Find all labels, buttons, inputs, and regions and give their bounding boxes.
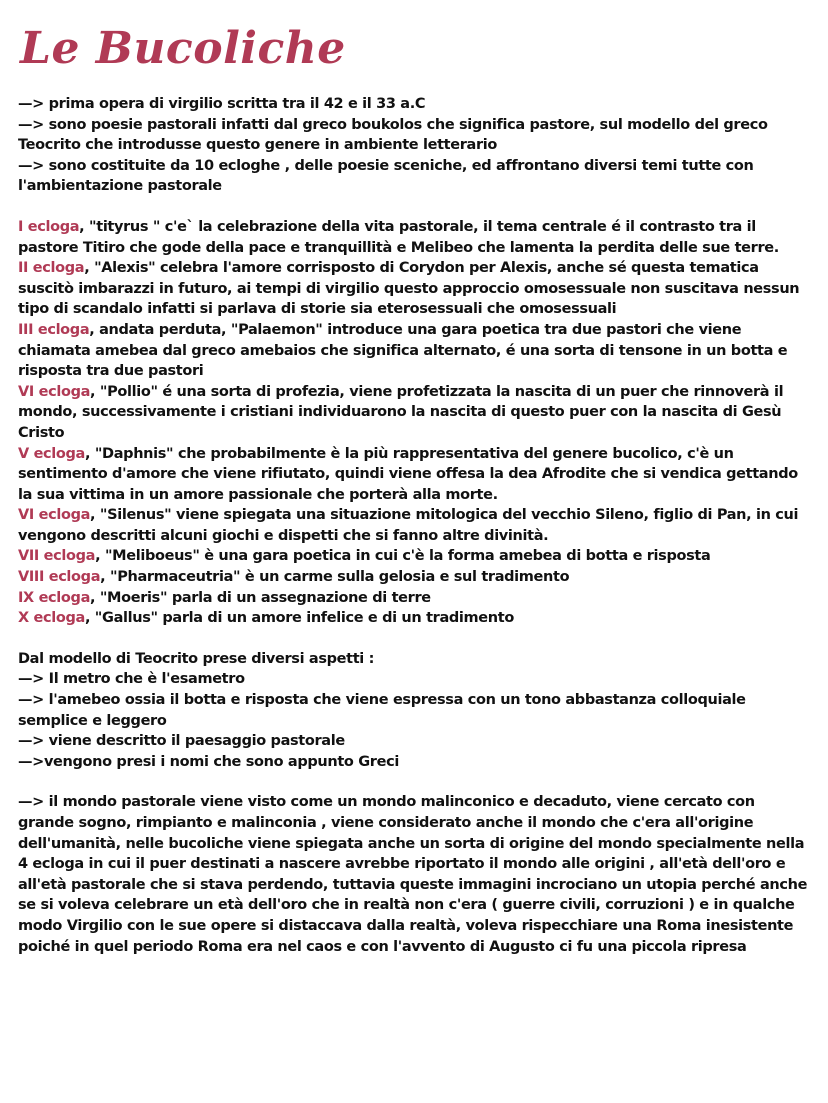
- spacer: [18, 197, 814, 217]
- eclogue-item: [18, 588, 814, 609]
- eclogue-label: V ecloga: [18, 445, 85, 462]
- intro-line: —> sono costituite da 10 ecloghe , delle poesie sceniche, ed affrontano diversi temi tutte con l'ambientazione pastorale: [18, 157, 754, 195]
- eclogue-text: , "Silenus" viene spiegata una situazione mitologica del vecchio Sileno, figlio di Pan, in cui vengono descritti alcuni giochi e dispetti che si fanno altre divinità.: [18, 507, 799, 544]
- spacer: [18, 629, 814, 649]
- eclogue-text: , "Daphnis" che probabilmente è la più rappresentativa del genere bucolico, c'è un sentimento d'amore che viene rifiutato, quindi viene offesa la dea Afrodite che si vendica gettando la sua vittima in un amore passionale che porterà alla morte.: [18, 445, 798, 503]
- eclogue-label: VIII ecloga: [18, 569, 101, 586]
- teocrito-heading: Dal modello di Teocrito prese diversi aspetti :: [18, 650, 375, 667]
- page-title: Le Bucoliche: [20, 23, 346, 74]
- eclogue-label: II ecloga: [18, 260, 85, 277]
- eclogue-text: , "Meliboeus" è una gara poetica in cui c'è la forma amebea di botta e risposta: [95, 548, 711, 565]
- eclogue-item: [18, 258, 814, 320]
- teocrito-item: —> Il metro che è l'esametro: [18, 671, 245, 688]
- eclogue-item: [18, 444, 814, 506]
- eclogue-item: [18, 567, 814, 588]
- eclogue-label: III ecloga: [18, 321, 90, 338]
- eclogue-label: IX ecloga: [18, 589, 90, 606]
- teocrito-item: —>vengono presi i nomi che sono appunto Greci: [18, 753, 399, 770]
- eclogue-label: VI ecloga: [18, 383, 91, 400]
- eclogue-text: , "Gallus" parla di un amore infelice e di un tradimento: [84, 610, 514, 627]
- teocrito-item: —> viene descritto il paesaggio pastorale: [18, 733, 345, 750]
- eclogue-text: , andata perduta, "Palaemon" introduce una gara poetica tra due pastori che viene chiamata amebea dal greco amebaios che significa alternato, é una sorta di tensone in un botta e risposta tra due pastori: [18, 321, 788, 380]
- spacer: [18, 772, 814, 792]
- eclogue-item: [18, 320, 814, 382]
- conclusion-section: [18, 792, 814, 957]
- intro-line: —> sono poesie pastorali infatti dal greco boukolos che significa pastore, sul modello del greco Teocrito che introdusse questo genere in ambiente letterario: [18, 116, 768, 154]
- eclogue-label: I ecloga: [18, 218, 80, 235]
- eclogue-item: [18, 608, 814, 629]
- conclusion-text: —> il mondo pastorale viene visto come un mondo malinconico e decaduto, viene cercato con grande sogno, rimpianto e malinconia , viene considerato anche il mondo che c'era all'origine dell'umanità, nelle bucoliche viene spiegata anche un sorta di origine del mondo specialmente nella 4 ecloga in cui il puer destinati a nascere avrebbe riportato il mondo alle origini , all'età dell'oro e all'età pastorale che si stava perdendo, tuttavia queste immagini incrociano un utopia perché anche se si voleva celebrare un età dell'oro che in realtà non c'era ( guerre civili, corruzioni ) e in qualche modo Virgilio con le sue opere si distaccava dalla realtà, voleva rispecchiare una Roma inesistente poiché in quel periodo Roma era nel caos e con l'avvento di Augusto ci fu una piccola ripresa: [18, 794, 808, 955]
- teocrito-section: [18, 649, 814, 773]
- eclogue-label: X ecloga: [18, 610, 85, 627]
- intro-line: —> prima opera di virgilio scritta tra il 42 e il 33 a.C: [18, 96, 426, 112]
- eclogue-label: VI ecloga: [18, 507, 91, 524]
- eclogues-section: [18, 217, 814, 629]
- teocrito-item: —> l'amebeo ossia il botta e risposta che viene espressa con un tono abbastanza colloquiale semplice e leggero: [18, 692, 746, 729]
- eclogue-text: , "Alexis" celebra l'amore corrisposto di Corydon per Alexis, anche sé questa tematica suscitò imbarazzi in futuro, ai tempi di virgilio questo approccio omosessuale non suscitava nessun tipo di scandalo infatti si parlava di storie sia eterosessuali che omosessuali: [18, 260, 800, 318]
- eclogue-text: , "Moeris" parla di un assegnazione di terre: [90, 589, 431, 606]
- eclogue-label: VII ecloga: [18, 548, 96, 565]
- eclogue-item: [18, 546, 814, 567]
- intro-section: [18, 94, 814, 197]
- eclogue-item: [18, 505, 814, 546]
- eclogue-item: [18, 217, 814, 258]
- eclogue-text: , "Pharmaceutria" è un carme sulla gelosia e sul tradimento: [100, 569, 570, 586]
- eclogue-item: [18, 382, 814, 444]
- eclogue-text: , "Pollio" é una sorta di profezia, viene profetizzata la nascita di un puer che rinnoverà il mondo, successivamente i cristiani individuarono la nascita di questo puer con la nascita di Gesù Cristo: [18, 383, 784, 441]
- eclogue-text: , "tityrus " c'e` la celebrazione della vita pastorale, il tema centrale é il contrasto tra il pastore Titiro che gode della pace e tranquillità e Melibeo che lamenta la perdita delle sue terre.: [18, 218, 779, 256]
